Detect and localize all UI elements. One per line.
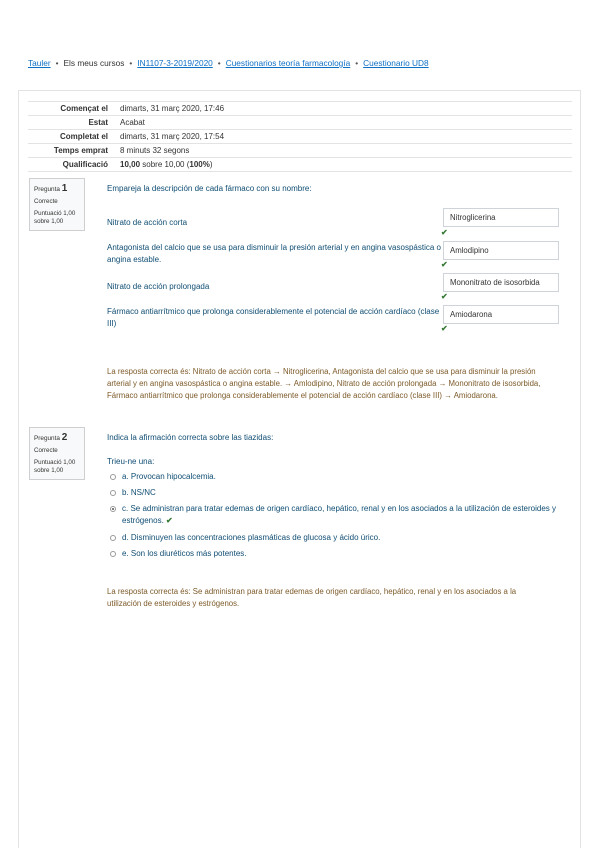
summary-value: dimarts, 31 març 2020, 17:54 [120,132,225,141]
question-number: Pregunta 2 [34,432,68,443]
match-select-3[interactable]: Mononitrato de isosorbida [443,273,559,292]
question-mark: Puntuació 1,00 sobre 1,00 [34,209,76,226]
question-2-text: Indica la afirmación correcta sobre las tiazidas: [107,433,274,442]
grade-text-end: ) [209,160,213,169]
check-icon: ✔ [166,516,173,525]
quiz-review-panel [18,90,581,848]
check-icon: ✔ [441,228,448,237]
radio-icon[interactable] [110,490,116,496]
option-label: e. Son los diuréticos más potentes. [122,549,247,558]
radio-icon[interactable] [110,535,116,541]
match-row-label: Fármaco antiarrítmico que prolonga considerablemente el potencial de acción cardíaco (clase III) [107,307,440,328]
summary-value: 8 minuts 32 segons [120,146,190,155]
breadcrumb-tauler[interactable]: Tauler [28,58,51,68]
grade-value: 10,00 [120,160,141,169]
breadcrumb-separator: • [55,58,59,68]
summary-label: Completat el [59,132,108,141]
option-label: a. Provocan hipocalcemia. [122,472,216,481]
option-label: d. Disminuyen las concentraciones plasmáticas de glucosa y ácido úrico. [122,533,381,542]
answer-prompt: Trieu-ne una: [107,457,155,466]
question-number: Pregunta 1 [34,183,68,194]
summary-label: Temps emprat [53,146,108,155]
summary-row [28,102,572,116]
question-1-text: Empareja la descripción de cada fármaco con su nombre: [107,184,312,193]
question-state: Correcte [34,446,58,454]
breadcrumb-section[interactable]: Cuestionarios teoría farmacología [225,58,351,68]
match-select-2[interactable]: Amlodipino [443,241,559,260]
breadcrumb-separator: • [355,58,359,68]
summary-row [28,144,572,158]
option-d[interactable] [110,532,380,544]
summary-label: Estat [88,118,108,127]
match-select-4[interactable]: Amiodarona [443,305,559,324]
question-2-info [29,427,85,480]
radio-icon[interactable] [110,474,116,480]
breadcrumb [28,58,429,68]
summary-row [28,158,572,172]
match-row-label: Nitrato de acción corta [107,218,188,227]
grade-text: sobre 10,00 ( [140,160,190,169]
attempt-summary-table [28,101,572,172]
breadcrumb-separator: • [129,58,133,68]
breadcrumb-separator: • [217,58,221,68]
summary-label: Començat el [60,104,108,113]
check-icon: ✔ [441,292,448,301]
radio-icon[interactable] [110,551,116,557]
option-e[interactable] [110,548,247,560]
summary-label: Qualificació [62,160,108,169]
check-icon: ✔ [441,260,448,269]
option-b[interactable] [110,487,156,499]
question-1-feedback: La resposta correcta és: Nitrato de acción corta → Nitroglicerina, Antagonista del calcio que se usa para disminuir la presión arterial y en angina vasospástica o angina estable. → Amlodipino, Nitrato de acción prolongada → Mononitrato de isosorbida, Fármaco antiarrítmico que prolonga considerablemente el potencial de acción cardíaco (clase III) → Amiodarona. [107,367,541,401]
grade-percent: 100% [189,160,210,169]
match-row-label: Nitrato de acción prolongada [107,282,210,291]
summary-value [114,158,572,172]
summary-value: dimarts, 31 març 2020, 17:46 [120,104,225,113]
question-state: Correcte [34,197,58,205]
option-a[interactable] [110,471,216,483]
question-mark: Puntuació 1,00 sobre 1,00 [34,458,76,475]
question-1-info [29,178,85,231]
option-c[interactable] [110,503,560,527]
match-select-1[interactable]: Nitroglicerina [443,208,559,227]
option-label: b. NS/NC [122,488,156,497]
breadcrumb-my-courses: Els meus cursos [63,58,125,68]
breadcrumb-quiz[interactable]: Cuestionario UD8 [363,58,429,68]
check-icon: ✔ [441,324,448,333]
radio-icon[interactable] [110,506,116,512]
summary-row [28,130,572,144]
summary-value: Acabat [120,118,145,127]
summary-row [28,116,572,130]
question-2-feedback: La resposta correcta és: Se administran para tratar edemas de origen cardíaco, hepático, renal y en los asociados a la utilización de esteroides y estrógenos. [107,587,517,609]
option-label: c. Se administran para tratar edemas de origen cardíaco, hepático, renal y en los asociados a la utilización de esteroides y estrógenos. ✔ [122,504,557,525]
match-row-label: Antagonista del calcio que se usa para disminuir la presión arterial y en angina vasospástica o angina estable. [107,243,441,264]
breadcrumb-course[interactable]: IN1107-3-2019/2020 [137,58,213,68]
